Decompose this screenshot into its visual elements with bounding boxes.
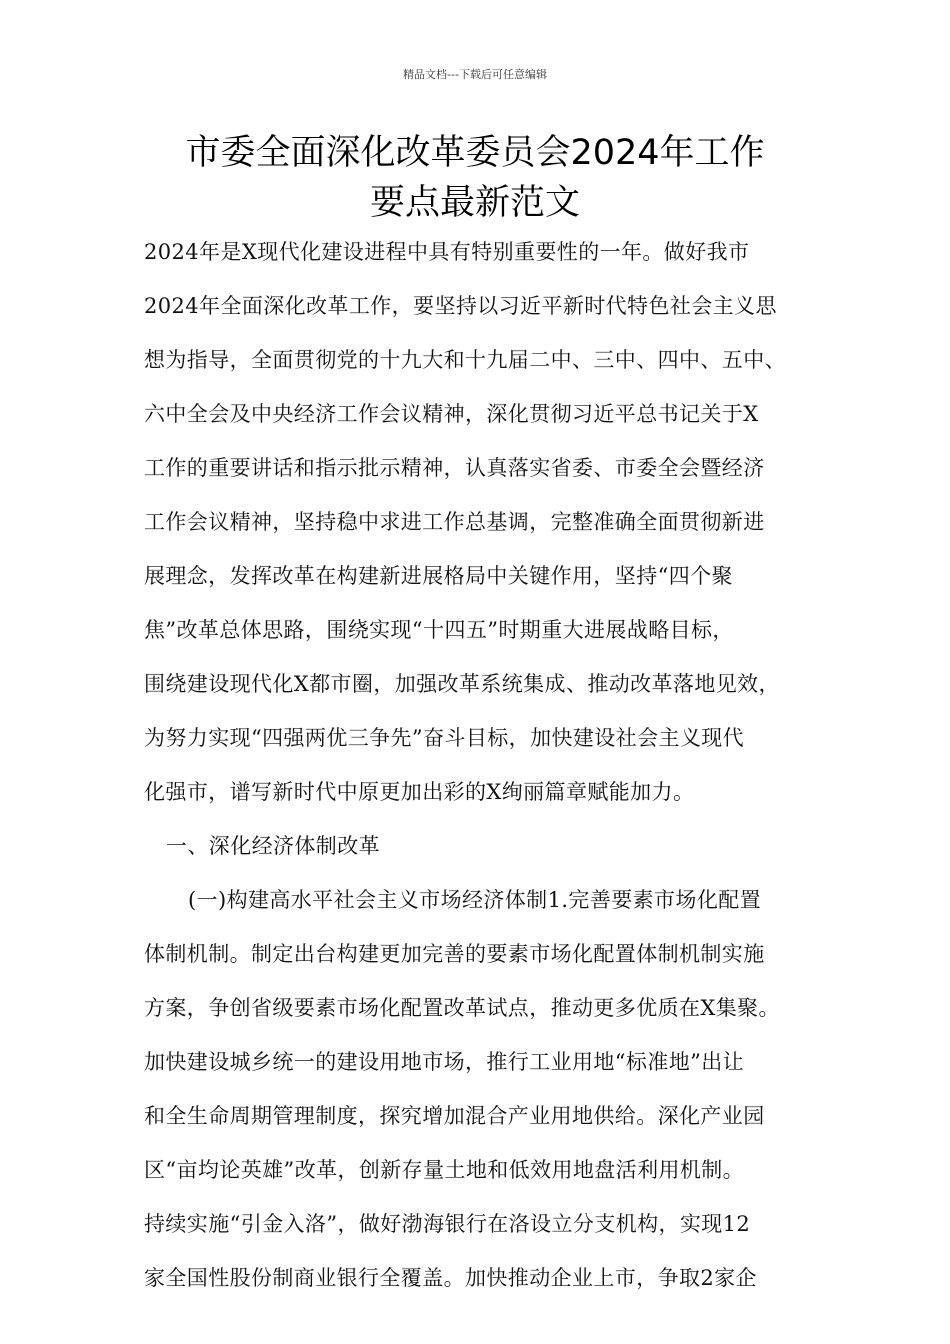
body-line: 围绕建设现代化X都市圈，加强改革系统集成、推动改革落地见效，	[144, 672, 780, 696]
subsection-heading: (一)构建高水平社会主义市场经济体制1.完善要素市场化配置	[188, 888, 762, 912]
body-line: 家全国性股份制商业银行全覆盖。加快推动企业上市，争取2家企	[144, 1266, 757, 1290]
section-heading: 一、深化经济体制改革	[166, 834, 380, 858]
body-line: 化强市，谱写新时代中原更加出彩的X绚丽篇章赋能加力。	[144, 780, 695, 804]
header-note: 精品文档---下载后可任意编辑	[403, 68, 547, 81]
body-line: 持续实施“引金入洛”，做好渤海银行在洛设立分支机构，实现12	[144, 1212, 751, 1236]
title-line-1: 市委全面深化改革委员会2024年工作	[185, 133, 765, 173]
body-line: 工作的重要讲话和指示批示精神，认真落实省委、市委全会暨经济	[144, 456, 765, 480]
body-line: 体制机制。制定出台构建更加完善的要素市场化配置体制机制实施	[144, 942, 765, 966]
body-line: 工作会议精神，坚持稳中求进工作总基调，完整准确全面贯彻新进	[144, 510, 765, 534]
document-body	[144, 232, 812, 1312]
title-line-2: 要点最新范文	[369, 183, 580, 223]
body-line: 方案，争创省级要素市场化配置改革试点，推动更多优质在X集聚。	[144, 996, 780, 1020]
document-title	[100, 128, 850, 228]
body-line: 为努力实现“四强两优三争先”奋斗目标，加快建设社会主义现代	[144, 726, 745, 750]
body-line: 六中全会及中央经济工作会议精神，深化贯彻习近平总书记关于X	[144, 402, 759, 426]
body-line: 2024年全面深化改革工作，要坚持以习近平新时代特色社会主义思	[144, 294, 777, 318]
body-line: 展理念，发挥改革在构建新进展格局中关键作用，坚持“四个聚	[144, 564, 733, 588]
body-line: 加快建设城乡统一的建设用地市场，推行工业用地“标准地”出让	[144, 1050, 745, 1074]
body-line: 2024年是X现代化建设进程中具有特别重要性的一年。做好我市	[144, 240, 750, 264]
body-line: 想为指导，全面贯彻党的十九大和十九届二中、三中、四中、五中、	[144, 348, 786, 372]
body-line: 和全生命周期管理制度，探究增加混合产业用地供给。深化产业园	[144, 1104, 765, 1128]
body-line: 焦”改革总体思路，围绕实现“十四五”时期重大进展战略目标，	[144, 618, 734, 642]
body-line: 区“亩均论英雄”改革，创新存量土地和低效用地盘活利用机制。	[144, 1158, 745, 1182]
